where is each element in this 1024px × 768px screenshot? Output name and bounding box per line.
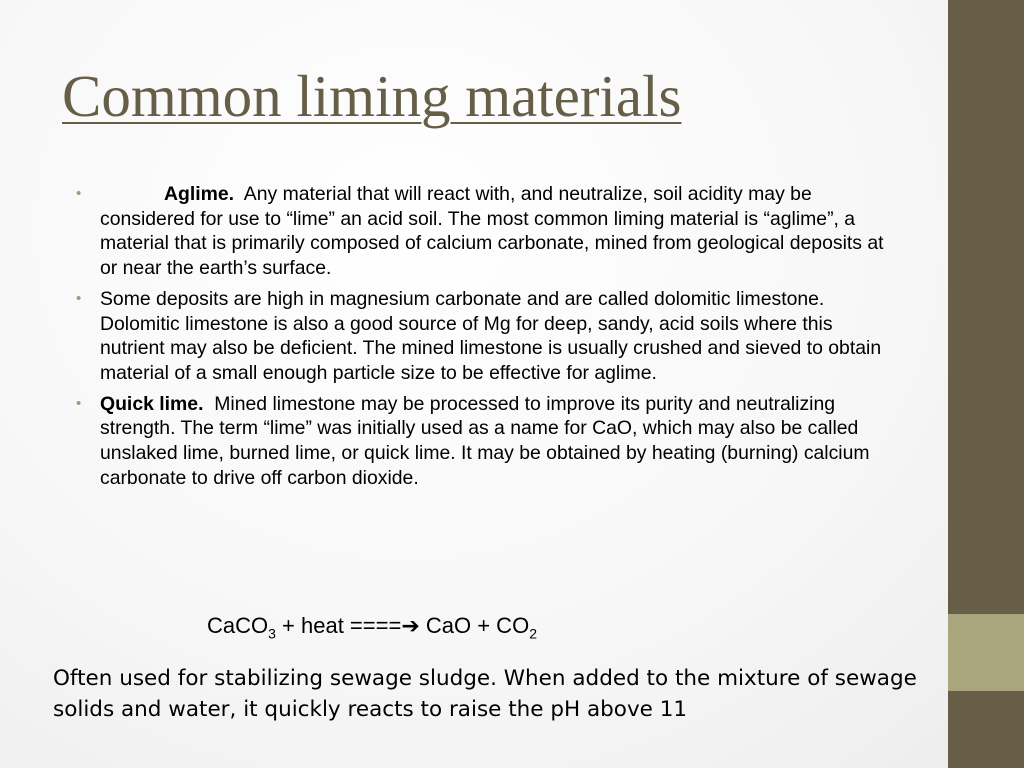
bullet-text: Some deposits are high in magnesium carbonate and are called dolomitic limestone. Dolomitic limestone is also a good source of Mg for deep, sandy, acid soils where this nutrient may also be deficient. The mined limestone is usually crushed and sieved to obtain material of a small enough particle size to be effective for aglime.	[100, 287, 882, 384]
sewage-sludge-note: Often used for stabilizing sewage sludge. When added to the mixture of sewage solids and water, it quickly reacts to raise the pH above 11	[53, 666, 917, 722]
sidebar-band	[948, 0, 1024, 768]
sidebar-accent-block	[948, 614, 1024, 691]
bullet-lead: Aglime.	[164, 183, 235, 205]
bullet-item-quick-lime	[76, 392, 898, 491]
bullet-dot-icon: •	[76, 185, 82, 202]
bullet-dot-icon: •	[76, 289, 82, 307]
equation-reactant: CaCO	[207, 613, 269, 638]
bullet-text: Mined limestone may be processed to improve its purity and neutralizing strength. The term “lime” was initially used as a name for CaO, which may also be called unslaked lime, burned lime, or quick lime. It may be obtained by heating (burning) calcium carbonate to drive off carbon dioxide.	[100, 392, 870, 489]
chemical-equation	[207, 613, 537, 641]
equation-product: CaO + CO	[419, 613, 530, 638]
bullet-item-dolomitic	[76, 287, 898, 386]
bullet-item-aglime	[76, 182, 898, 281]
equation-middle: + heat ====	[275, 613, 402, 638]
bullet-dot-icon: •	[76, 394, 82, 412]
bullet-text: Any material that will react with, and neutralize, soil acidity may be considered for use to “lime” an acid soil. The most common liming material is “aglime”, a material that is primarily composed of calcium carbonate, mined from geological deposits at or near the earth’s surface.	[100, 183, 884, 280]
equation-reactant-subscript: 3	[268, 625, 276, 642]
slide-title: Common liming materials	[62, 63, 682, 129]
right-arrow-icon: ➔	[401, 613, 420, 638]
bullet-lead: Quick lime.	[100, 392, 204, 415]
bullet-list	[76, 182, 898, 496]
equation-product-subscript: 2	[529, 625, 537, 642]
